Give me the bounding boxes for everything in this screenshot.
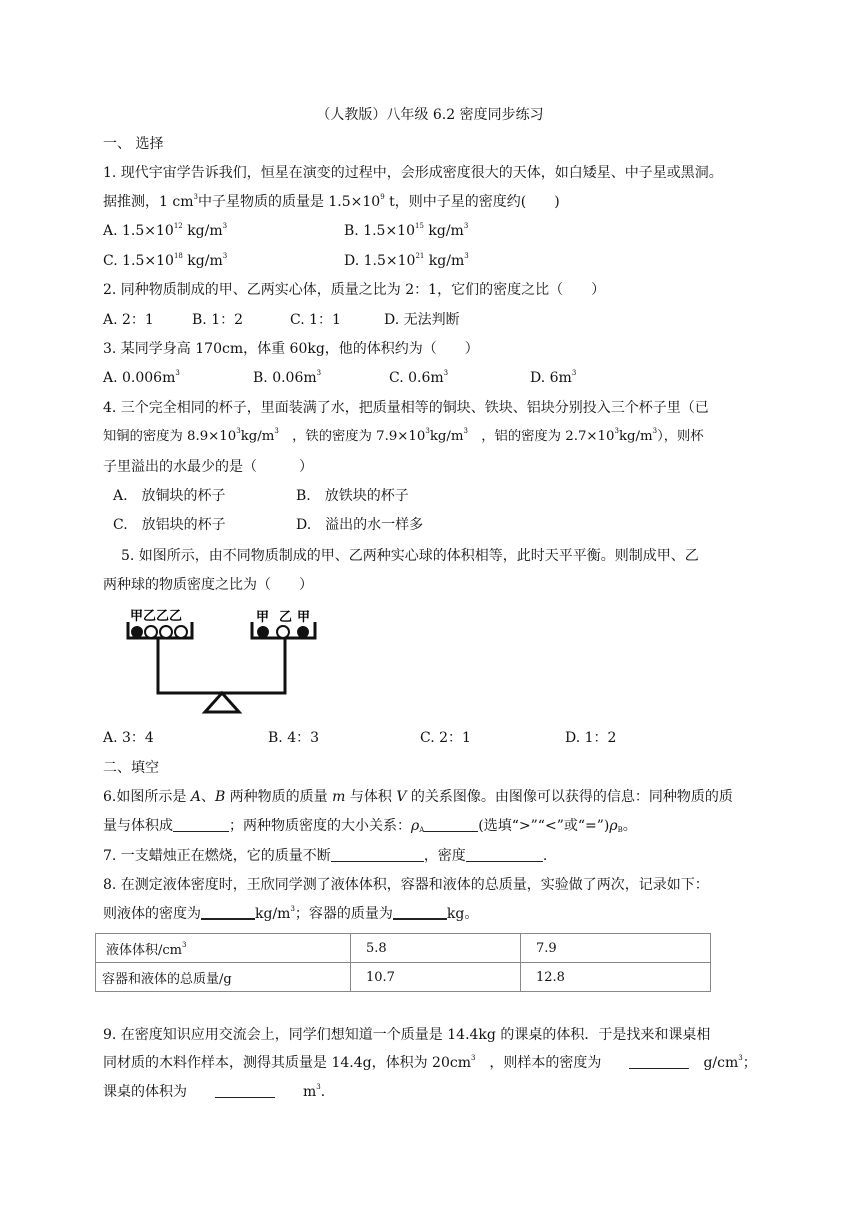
table-row: [96, 963, 711, 992]
balance-figure: [125, 604, 327, 716]
q6-line1: 6.如图所示是 A、B 两种物质的质量 m 与体积 V 的关系图像。由图像可以获得的信息：同种物质的质: [103, 789, 733, 805]
q1-option-d[interactable]: D. $1.5\times 10^{21}$ $kg/m^3$: [344, 252, 469, 269]
q1-option-c[interactable]: C. $1.5\times 10^{18}$ $kg/m^3$: [103, 252, 228, 269]
q2-stem: 2. 同种物质制成的甲、乙两实心体，质量之比为 2：1，它们的密度之比（ ）: [103, 282, 606, 298]
q8-line2: 则液体的密度为 $kg/m^3$；容器的质量为 kg。: [103, 905, 479, 922]
ball-jia-left: [131, 626, 143, 638]
q5-line1: 5. 如图所示，由不同物质制成的甲、乙两种实心球的体积相等，此时天平平衡。则制成甲、乙: [121, 548, 699, 564]
q2-option-b[interactable]: B. 1：2: [192, 312, 244, 328]
table-cell: 容器和液体的总质量/g: [96, 963, 351, 992]
ball-yi-1: [145, 626, 157, 638]
section-heading-choice: 一、 选择: [103, 136, 164, 152]
q2-option-c[interactable]: C. 1：1: [290, 312, 341, 328]
table-cell: 液体体积$/cm^3$: [96, 934, 351, 963]
q9-blank-2[interactable]: [215, 1084, 275, 1098]
q4-line3: 子里溢出的水最少的是（ ）: [103, 459, 313, 475]
q4-option-c[interactable]: C. 放铝块的杯子: [113, 517, 226, 533]
q4-option-d[interactable]: D. 溢出的水一样多: [296, 517, 424, 533]
q9-line2: 同材质的木料作样本，测得其质量是 14.4g，体积为 $20cm^3$ ，则样本的密度为 $g/cm^3$；: [103, 1054, 757, 1071]
q5-option-b[interactable]: B. 4：3: [268, 730, 320, 746]
data-table: [95, 933, 711, 992]
q7-blank-1[interactable]: [331, 848, 424, 862]
fulcrum: [205, 693, 239, 712]
table-cell: 7.9: [521, 934, 711, 963]
left-pan-labels: 甲乙乙乙: [130, 609, 183, 624]
table-cell: 10.7: [351, 963, 521, 992]
ball-yi-r: [277, 626, 289, 638]
q1-option-b[interactable]: B. $1.5\times 10^{15}$ $kg/m^3$: [344, 222, 469, 239]
ball-yi-3: [175, 626, 187, 638]
ball-jia-r2: [297, 626, 309, 638]
q8-line1: 8. 在测定液体密度时，王欣同学测了液体体积，容器和液体的总质量，实验做了两次，记录如下：: [103, 877, 709, 893]
q5-option-c[interactable]: C. 2：1: [420, 730, 471, 746]
q4-option-a[interactable]: A. 放铜块的杯子: [113, 488, 226, 504]
q7-blank-2[interactable]: [466, 848, 543, 862]
q9-blank-1[interactable]: [629, 1055, 689, 1069]
q6-blank-1[interactable]: [173, 818, 229, 832]
q1-option-a[interactable]: A. $1.5\times 10^{12}$ $kg/m^3$: [103, 222, 228, 239]
q8-blank-1[interactable]: [201, 905, 255, 920]
q2-option-a[interactable]: A. 2：1: [103, 312, 154, 328]
q5-option-d[interactable]: D. 1：2: [565, 730, 617, 746]
q5-option-a[interactable]: A. 3：4: [103, 730, 154, 746]
q6-line2: 量与体积成 ；两种物质密度的大小关系：$\rho_A$ (选填“>”“<”或“$=”)\rho_B$。: [103, 818, 637, 834]
right-pan-label-2: 乙: [279, 610, 293, 625]
page-title: （人教版）八年级 6.2 密度同步练习: [316, 107, 544, 123]
q4-line2: 知铜的密度为 $8.9\times 10^3kg/m^3$ ，铁的密度为 $7.9\times 10^3kg/m^3$ ，铝的密度为 $2.7\times 10^3kg/m^3$），则杯: [103, 427, 704, 444]
q3-option-b[interactable]: B. $0.06m^3$: [253, 369, 322, 386]
q4-line1: 4. 三个完全相同的杯子，里面装满了水，把质量相等的铜块、铁块、铝块分别投入三个杯子里（已: [103, 400, 709, 416]
q8-blank-2[interactable]: [393, 905, 447, 920]
q9-line1: 9. 在密度知识应用交流会上，同学们想知道一个质量是 14.4kg 的课桌的体积．于是找来和课桌相: [103, 1027, 711, 1043]
q4-option-b[interactable]: B. 放铁块的杯子: [296, 488, 409, 504]
right-pan-label-3: 甲: [297, 610, 311, 625]
q3-option-c[interactable]: C. $0.6m^3$: [389, 369, 449, 386]
q3-option-a[interactable]: A. $0.006m^3$: [103, 369, 180, 386]
section-heading-fill: 二、填空: [103, 760, 159, 776]
q1-line2: 据推测，1 $cm^3$中子星物质的质量是 $1.5\times 10^9$ t，则中子星的密度约( ): [103, 193, 560, 210]
right-pan-label-1: 甲: [256, 610, 270, 625]
q2-option-d[interactable]: D. 无法判断: [384, 312, 460, 328]
table-cell: 5.8: [351, 934, 521, 963]
q3-stem: 3. 某同学身高 170cm，体重 60kg，他的体积约为（ ）: [103, 341, 479, 357]
q6-blank-2[interactable]: [424, 818, 478, 832]
ball-yi-2: [160, 626, 172, 638]
ball-jia-r1: [257, 626, 269, 638]
q3-option-d[interactable]: D. $6m^3$: [530, 369, 577, 386]
table-cell: 12.8: [521, 963, 711, 992]
table-row: [96, 934, 711, 963]
q5-line2: 两种球的物质密度之比为（ ）: [103, 577, 313, 593]
q9-line3: 课桌的体积为 $m^3$．: [103, 1083, 335, 1100]
q1-line1: 1. 现代宇宙学告诉我们，恒星在演变的过程中，会形成密度很大的天体，如白矮星、中子星或黑洞。: [103, 165, 723, 181]
q7-line: 7. 一支蜡烛正在燃烧，它的质量不断 ，密度 .: [103, 848, 548, 864]
